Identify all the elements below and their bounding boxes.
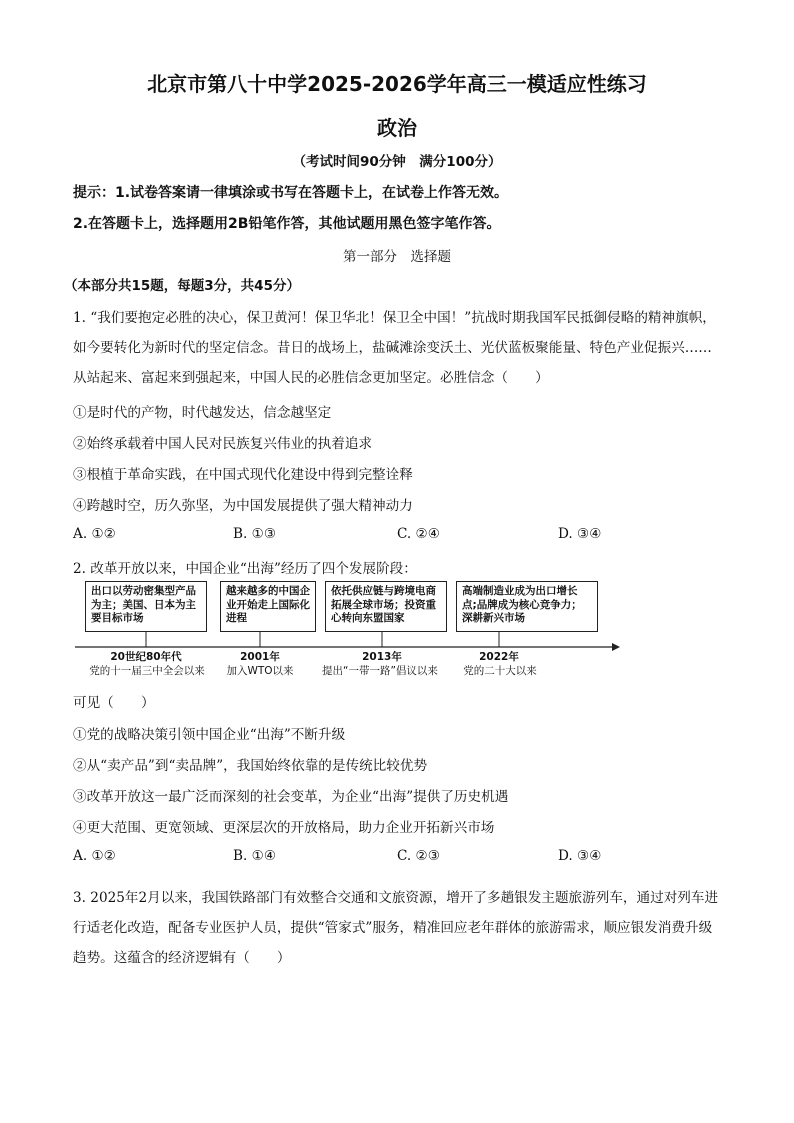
timeline-year-3: 2013年 bbox=[362, 651, 402, 663]
question-2-item-2: ②从“卖产品”到“卖品牌”，我国始终依靠的是传统比较优势 bbox=[73, 758, 428, 774]
question-2-choice-b[interactable]: B. ①④ bbox=[233, 848, 277, 864]
exam-info: （考试时间90分钟 满分100分） bbox=[292, 154, 502, 170]
timeline-box-4: 高端制造业成为出口增长点;品牌成为核心竞争力；深耕新兴市场 bbox=[456, 581, 598, 632]
question-2-choice-c[interactable]: C. ②③ bbox=[397, 848, 440, 864]
question-2-item-1: ①党的战略决策引领中国企业“出海”不断升级 bbox=[73, 727, 346, 743]
timeline-arrow-icon bbox=[612, 643, 620, 651]
subject-title: 政治 bbox=[377, 116, 417, 140]
question-1-choice-b[interactable]: B. ①③ bbox=[233, 526, 277, 542]
notice-line-1: 提示：1.试卷答案请一律填涂或书写在答题卡上，在试卷上作答无效。 bbox=[73, 185, 509, 201]
notice-line-2: 2.在答题卡上，选择题用2B铅笔作答，其他试题用黑色签字笔作答。 bbox=[73, 216, 501, 232]
timeline-box-3: 依托供应链与跨境电商拓展全球市场；投资重心转向东盟国家 bbox=[325, 581, 447, 632]
question-1-item-1: ①是时代的产物，时代越发达，信念越坚定 bbox=[73, 405, 332, 421]
question-2-choice-a[interactable]: A. ①② bbox=[73, 848, 116, 864]
timeline-event-4: 党的二十大以来 bbox=[463, 665, 537, 677]
question-2-item-4: ④更大范围、更宽领域、更深层次的开放格局，助力企业开拓新兴市场 bbox=[73, 820, 495, 836]
question-1-choice-c[interactable]: C. ②④ bbox=[397, 526, 440, 542]
question-1-item-3: ③根植于革命实践，在中国式现代化建设中得到完整诠释 bbox=[73, 467, 413, 483]
timeline-event-3: 提出“一带一路”倡议以来 bbox=[322, 665, 438, 677]
question-1-stem: 1. “我们要抱定必胜的决心，保卫黄河！保卫华北！保卫全中国！”抗战时期我国军民抵御侵略的精神旗帜，如今要转化为新时代的坚定信念。昔日的战场上，盐碱滩涂变沃土、光伏蓝板聚能量、特色产业促振兴……从站起来、富起来到强起来，中国人民的必胜信念更加坚定。必胜信念（ ） bbox=[73, 310, 716, 386]
question-3-stem: 3. 2025年2月以来，我国铁路部门有效整合交通和文旅资源，增开了多趟银发主题旅游列车，通过对列车进行适老化改造，配备专业医护人员，提供“管家式”服务，精准回应老年群体的旅游需求，顺应银发消费升级趋势。这蕴含的经济逻辑有（ ） bbox=[73, 890, 719, 966]
question-1-choice-a[interactable]: A. ①② bbox=[73, 526, 116, 542]
timeline-year-1: 20世纪80年代 bbox=[110, 651, 182, 663]
timeline-event-2: 加入WTO以来 bbox=[226, 665, 294, 677]
question-1-item-4: ④跨越时空，历久弥坚，为中国发展提供了强大精神动力 bbox=[73, 498, 413, 514]
question-1-choice-d[interactable]: D. ③④ bbox=[558, 526, 602, 542]
question-2-choice-d[interactable]: D. ③④ bbox=[558, 848, 602, 864]
question-2-lead: 可见（ ） bbox=[73, 695, 155, 711]
question-1-item-2: ②始终承载着中国人民对民族复兴伟业的执着追求 bbox=[73, 436, 373, 452]
exam-title: 北京市第八十中学2025-2026学年高三一模适应性练习 bbox=[147, 72, 647, 96]
timeline-year-4: 2022年 bbox=[479, 651, 519, 663]
timeline-event-1: 党的十一届三中全会以来 bbox=[89, 665, 205, 677]
timeline-box-1: 出口以劳动密集型产品为主；美国、日本为主要目标市场 bbox=[85, 581, 207, 632]
section-title: 第一部分 选择题 bbox=[343, 249, 451, 265]
section-info: （本部分共15题，每题3分，共45分） bbox=[64, 278, 300, 294]
question-2-stem: 2. 改革开放以来，中国企业“出海”经历了四个发展阶段： bbox=[73, 561, 417, 577]
timeline-box-2: 越来越多的中国企业开始走上国际化进程 bbox=[220, 581, 316, 632]
question-2-item-3: ③改革开放这一最广泛而深刻的社会变革，为企业“出海”提供了历史机遇 bbox=[73, 789, 509, 805]
timeline-year-2: 2001年 bbox=[240, 651, 280, 663]
